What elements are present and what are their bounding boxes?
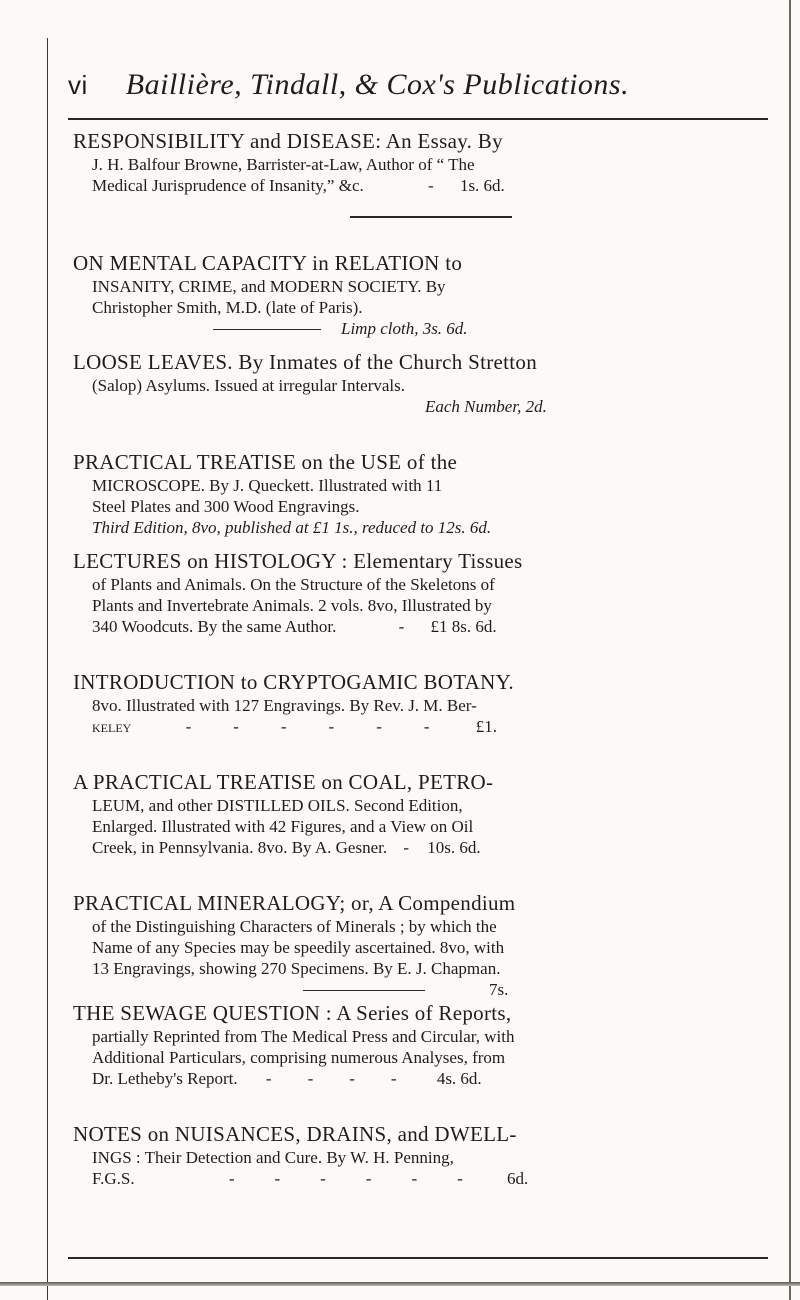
entry-line: Creek, in Pennsylvania. 8vo. By A. Gesner. [92,837,388,857]
entry-title: NOTES on NUISANCES, DRAINS, and DWELL- [73,1121,517,1146]
entry-title: ON MENTAL CAPACITY in RELATION to [73,250,463,275]
entry-line: LEUM, and other DISTILLED OILS. Second Edition, [92,795,463,815]
entry-line-with-price: keley ------ £1. [92,716,498,736]
publication-list [73,128,773,1189]
entry-title: LOOSE LEAVES. By Inmates of the Church Stretton [73,349,537,374]
running-header [68,68,768,102]
publication-entry [73,349,773,417]
entry-price: 1s. 6d. [459,176,505,195]
header-rule [68,118,768,120]
publication-entry [73,1121,773,1189]
publication-entry [73,1000,773,1089]
publication-entry [73,250,773,339]
entry-price-line [73,979,773,1000]
bottom-rule [68,1257,768,1259]
entry-line: Medical Jurisprudence of Insanity,” &c. [92,176,364,195]
entry-price-line [73,396,773,417]
entry-line: keley [92,716,132,736]
entry-price-line [73,318,773,339]
page-bottom-edge [0,1282,800,1286]
entry-line: Name of any Species may be speedily ascertained. 8vo, with [92,937,505,957]
entry-title: LECTURES on HISTOLOGY : Elementary Tissues [73,548,523,573]
entry-price: 10s. 6d. [427,837,481,857]
running-title: Baillière, Tindall, & Cox's Publications. [125,68,630,101]
entry-line: MICROSCOPE. By J. Queckett. Illustrated with 11 [92,475,443,495]
publication-entry [73,548,773,637]
entry-title: PRACTICAL MINERALOGY; or, A Compendium [73,890,516,915]
entry-line: of Plants and Animals. On the Structure of the Skeletons of [92,574,495,594]
entry-title: A PRACTICAL TREATISE on COAL, PETRO- [73,769,494,794]
publication-entry [73,449,773,538]
entry-line: Dr. Letheby's Report. [92,1068,238,1088]
entry-line: J. H. Balfour Browne, Barrister-at-Law, Author of “ The [92,155,475,174]
publication-entry [73,769,773,858]
entry-line: INGS : Their Detection and Cure. By W. H. Penning, [92,1147,454,1167]
entry-line: 13 Engravings, showing 270 Specimens. By E. J. Chapman. [92,958,501,978]
entry-line: Steel Plates and 300 Wood Engravings. [92,496,360,516]
page-left-edge [47,38,48,1300]
entry-line: Additional Particulars, comprising numerous Analyses, from [92,1047,506,1067]
entry-line: partially Reprinted from The Medical Press and Circular, with [92,1026,515,1046]
entry-price: Each Number, 2d. [425,396,547,416]
page-number: vi [68,70,88,100]
entry-line: 340 Woodcuts. By the same Author. [92,616,337,636]
entry-price: £1. [475,716,498,736]
entry-price: 4s. 6d. [436,1068,482,1088]
entry-line-with-price: Medical Jurisprudence of Insanity,” &c. - 1s. 6d. [92,176,505,195]
entry-line: Christopher Smith, M.D. (late of Paris). [92,297,363,317]
entry-line: Plants and Invertebrate Animals. 2 vols. 8vo, Illustrated by [92,595,492,615]
publication-entry [73,128,773,196]
entry-price: £1 8s. 6d. [430,616,497,636]
entry-line: (Salop) Asylums. Issued at irregular Intervals. [92,375,406,395]
entry-line-with-price: F.G.S. ------ 6d. [92,1168,529,1188]
entry-title: RESPONSIBILITY and DISEASE: An Essay. By [73,129,503,153]
entry-line: F.G.S. [92,1168,135,1188]
entry-title: INTRODUCTION to CRYPTOGAMIC BOTANY. [73,669,514,694]
entry-line: INSANITY, CRIME, and MODERN SOCIETY. By [92,276,446,296]
entry-price: 6d. [507,1168,529,1188]
entry-line: 8vo. Illustrated with 127 Engravings. By Rev. J. M. Ber- [92,695,477,715]
page-right-edge [789,0,791,1300]
entry-title: THE SEWAGE QUESTION : A Series of Reports, [73,1000,512,1025]
section-separator [350,216,512,218]
dash-rule [303,990,425,991]
entry-line-with-price: Creek, in Pennsylvania. 8vo. By A. Gesner. - 10s. 6d. [92,837,481,857]
entry-line: of the Distinguishing Characters of Minerals ; by which the [92,916,497,936]
entry-title: PRACTICAL TREATISE on the USE of the [73,449,458,474]
publication-entry [73,669,773,737]
entry-line-with-price: Dr. Letheby's Report. ---- 4s. 6d. [92,1068,482,1088]
publication-entry [73,890,773,1000]
entry-line: Enlarged. Illustrated with 42 Figures, and a View on Oil [92,816,474,836]
entry-line: Third Edition, 8vo, published at £1 1s., reduced to 12s. 6d. [92,517,492,537]
dash-rule [213,329,321,330]
entry-line-with-price: 340 Woodcuts. By the same Author. - £1 8s. 6d. [92,616,497,636]
entry-price: Limp cloth, 3s. 6d. [341,318,468,338]
entry-price: 7s. [489,979,509,999]
